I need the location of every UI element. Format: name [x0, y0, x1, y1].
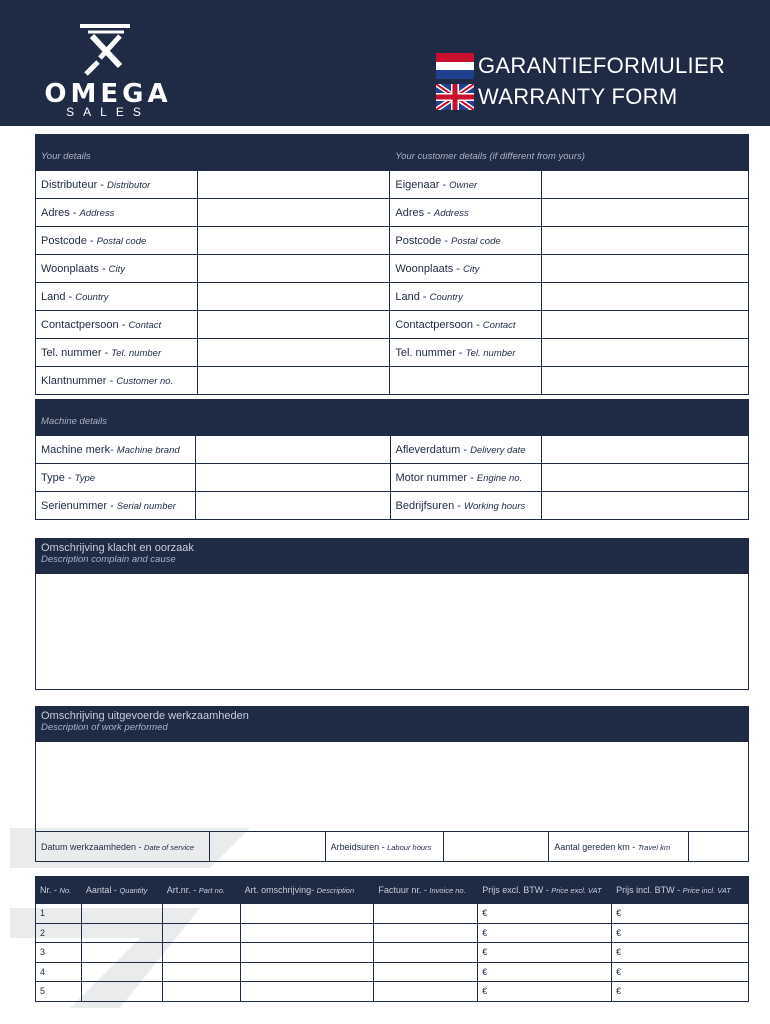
country-field[interactable] [197, 283, 389, 311]
price-excl-cell[interactable]: € [478, 904, 612, 924]
customer-details-table [35, 134, 749, 395]
part-no-cell[interactable] [162, 943, 240, 963]
customer-address-field[interactable] [542, 199, 749, 227]
parts-table [35, 876, 749, 1002]
labour-hours-field[interactable] [443, 832, 549, 862]
owner-label: Eigenaar - Owner [390, 171, 542, 199]
table-row [36, 904, 749, 924]
empty-cell[interactable] [390, 367, 542, 395]
price-excl-cell[interactable]: € [478, 943, 612, 963]
labour-hours-label: Arbeidsuren - Labour hours [325, 832, 443, 862]
owner-field[interactable] [542, 171, 749, 199]
part-no-cell[interactable] [162, 982, 240, 1002]
invoice-no-cell[interactable] [374, 904, 478, 924]
price-incl-cell[interactable]: € [612, 982, 749, 1002]
country-label: Land - Country [36, 283, 198, 311]
invoice-no-cell[interactable] [374, 962, 478, 982]
row-number: 5 [36, 982, 82, 1002]
delivery-date-label: Afleverdatum - Delivery date [390, 436, 542, 464]
customer-details-header: Gegevens van uw klant (indien van toepassing) Your customer details (if different from yours) [390, 135, 749, 171]
service-date-field[interactable] [209, 832, 325, 862]
part-no-cell[interactable] [162, 904, 240, 924]
logo-brand: OMEGA [44, 79, 172, 109]
type-field[interactable] [195, 464, 390, 492]
price-excl-cell[interactable]: € [478, 962, 612, 982]
quantity-cell[interactable] [81, 923, 162, 943]
col-invoice-no: Factuur nr. - Invoice no. [374, 877, 478, 904]
col-price-incl: Prijs incl. BTW - Price incl. VAT [612, 877, 749, 904]
col-number: Nr. - No. [36, 877, 82, 904]
customer-contact-label: Contactpersoon - Contact [390, 311, 542, 339]
description-cell[interactable] [240, 982, 374, 1002]
tel-number-label: Tel. nummer - Tel. number [36, 339, 198, 367]
quantity-cell[interactable] [81, 982, 162, 1002]
address-label: Adres - Address [36, 199, 198, 227]
customer-postal-code-label: Postcode - Postal code [390, 227, 542, 255]
row-number: 2 [36, 923, 82, 943]
description-cell[interactable] [240, 943, 374, 963]
working-hours-field[interactable] [542, 492, 749, 520]
row-number: 4 [36, 962, 82, 982]
logo-sub: SALES [66, 105, 150, 119]
customer-city-field[interactable] [542, 255, 749, 283]
title-english: WARRANTY FORM [478, 83, 678, 109]
parts-header-row [36, 877, 749, 904]
serial-number-label: Serienummer - Serial number [36, 492, 196, 520]
price-excl-cell[interactable]: € [478, 982, 612, 1002]
machine-details-header: Machine gegevens Machine details [36, 400, 749, 436]
invoice-no-cell[interactable] [374, 982, 478, 1002]
customer-no-field[interactable] [197, 367, 389, 395]
col-description: Art. omschrijving- Description [240, 877, 374, 904]
distributor-label: Distributeur - Distributor [36, 171, 198, 199]
customer-tel-number-label: Tel. nummer - Tel. number [390, 339, 542, 367]
type-label: Type - Type [36, 464, 196, 492]
description-cell[interactable] [240, 904, 374, 924]
your-details-header: Uw gegevens Your details [36, 135, 390, 171]
dutch-flag-icon [436, 53, 474, 79]
contact-label: Contactpersoon - Contact [36, 311, 198, 339]
customer-postal-code-field[interactable] [542, 227, 749, 255]
uk-flag-icon [436, 84, 474, 110]
empty-cell[interactable] [542, 367, 749, 395]
form-titles [436, 50, 725, 112]
omega-sales-logo [28, 22, 188, 122]
title-dutch: GARANTIEFORMULIER [478, 52, 726, 78]
table-row [36, 923, 749, 943]
service-info-table [35, 831, 749, 862]
quantity-cell[interactable] [81, 904, 162, 924]
engine-no-field[interactable] [542, 464, 749, 492]
price-excl-cell[interactable]: € [478, 923, 612, 943]
contact-field[interactable] [197, 311, 389, 339]
price-incl-cell[interactable]: € [612, 943, 749, 963]
address-field[interactable] [197, 199, 389, 227]
distributor-field[interactable] [197, 171, 389, 199]
work-performed-header: Omschrijving uitgevoerde werkzaamheden Description of work performed [35, 706, 749, 742]
complaint-header: Omschrijving klacht en oorzaak Description complain and cause [35, 538, 749, 574]
customer-contact-field[interactable] [542, 311, 749, 339]
city-label: Woonplaats - City [36, 255, 198, 283]
description-cell[interactable] [240, 923, 374, 943]
complaint-textarea[interactable] [35, 538, 749, 690]
table-row [36, 982, 749, 1002]
city-field[interactable] [197, 255, 389, 283]
travel-km-field[interactable] [689, 832, 749, 862]
postal-code-label: Postcode - Postal code [36, 227, 198, 255]
col-quantity: Aantal - Quantity [81, 877, 162, 904]
price-incl-cell[interactable]: € [612, 904, 749, 924]
delivery-date-field[interactable] [542, 436, 749, 464]
omega-emblem-icon [28, 22, 188, 78]
customer-country-label: Land - Country [390, 283, 542, 311]
machine-details-table [35, 399, 749, 520]
working-hours-label: Bedrijfsuren - Working hours [390, 492, 542, 520]
quantity-cell[interactable] [81, 943, 162, 963]
quantity-cell[interactable] [81, 962, 162, 982]
customer-no-label: Klantnummer - Customer no. [36, 367, 198, 395]
service-date-label: Datum werkzaamheden - Date of service [36, 832, 210, 862]
price-incl-cell[interactable]: € [612, 923, 749, 943]
part-no-cell[interactable] [162, 923, 240, 943]
description-cell[interactable] [240, 962, 374, 982]
table-row [36, 962, 749, 982]
price-incl-cell[interactable]: € [612, 962, 749, 982]
part-no-cell[interactable] [162, 962, 240, 982]
engine-no-label: Motor nummer - Engine no. [390, 464, 542, 492]
col-price-excl: Prijs excl. BTW - Price excl. VAT [478, 877, 612, 904]
customer-country-field[interactable] [542, 283, 749, 311]
invoice-no-cell[interactable] [374, 923, 478, 943]
postal-code-field[interactable] [197, 227, 389, 255]
work-performed-textarea[interactable] [35, 706, 749, 832]
tel-number-field[interactable] [197, 339, 389, 367]
serial-number-field[interactable] [195, 492, 390, 520]
machine-brand-field[interactable] [195, 436, 390, 464]
row-number: 1 [36, 904, 82, 924]
customer-tel-number-field[interactable] [542, 339, 749, 367]
invoice-no-cell[interactable] [374, 943, 478, 963]
machine-brand-label: Machine merk- Machine brand [36, 436, 196, 464]
page-header [0, 0, 770, 126]
customer-address-label: Adres - Address [390, 199, 542, 227]
row-number: 3 [36, 943, 82, 963]
col-part-no: Art.nr. - Part no. [162, 877, 240, 904]
table-row [36, 943, 749, 963]
travel-km-label: Aantal gereden km - Travel km [549, 832, 689, 862]
customer-city-label: Woonplaats - City [390, 255, 542, 283]
